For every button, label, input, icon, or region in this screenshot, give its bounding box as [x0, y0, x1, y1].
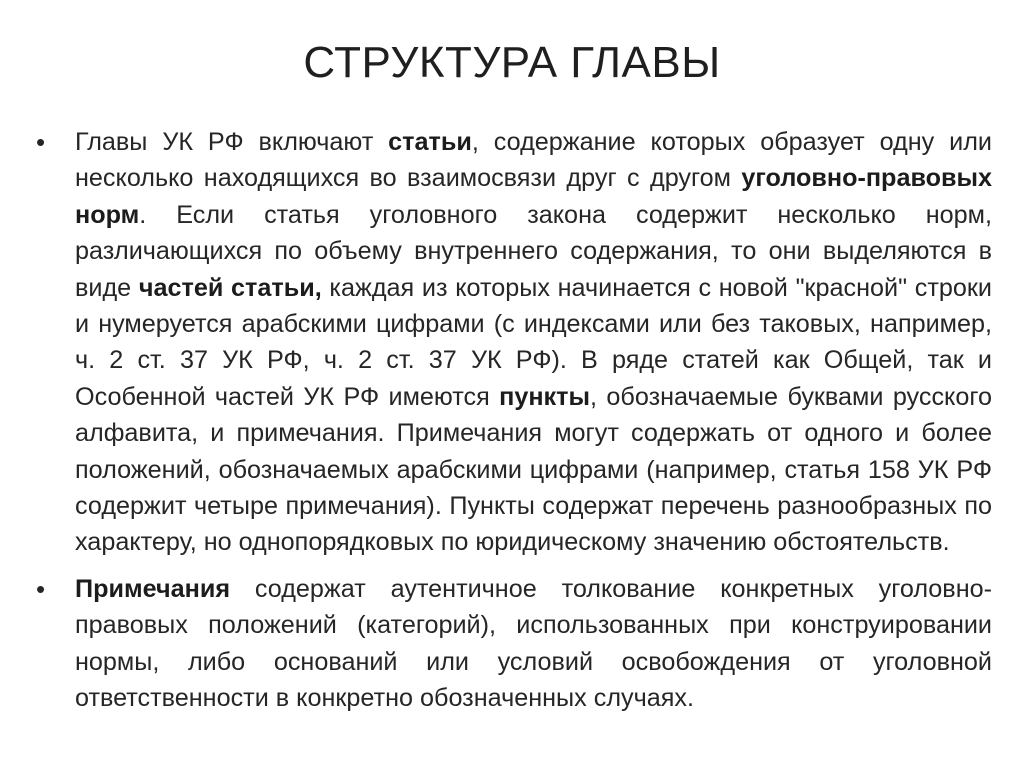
- bold-term: Примечания: [75, 574, 231, 603]
- bullet-item: [36, 124, 992, 561]
- bold-term: статьи: [388, 128, 472, 156]
- text-run: , обозначаемые буквами русского алфавита, и примечания. Примечания могут содержать от одного и более положений, обозначаемых арабскими цифрами (например, статья 158 УК РФ содержит четыре примечания). Пункты содержат перечень разнообразных по характеру, но однопорядковых по юридическому значению обстоятельств.: [75, 382, 992, 557]
- text-run: каждая из которых начинается с новой "красной" строки и нумеруется арабскими цифрами (с индексами или без таковых, например, ч. 2 ст. 37 УК РФ, ч. 2 ст. 37 УК РФ). В ряде статей как Общей, так и Особенной частей УК РФ имеются: [75, 273, 993, 411]
- bullet-item: [36, 571, 992, 717]
- bullet-dot-icon: •: [36, 573, 46, 604]
- text-run: Главы УК РФ включают: [75, 128, 389, 156]
- slide-title: СТРУКТУРА ГЛАВЫ: [303, 38, 721, 87]
- text-run: , содержание которых образует одну или несколько находящихся во взаимосвязи друг с другом: [75, 128, 992, 193]
- text-run: содержат аутентичное толкование конкретных уголовно-правовых положений (категорий), использованных при конструировании нормы, либо оснований или условий освобождения от уголовной ответственности в конкретно обозначенных случаях.: [75, 574, 992, 713]
- bold-term: пункты: [499, 382, 591, 411]
- bullet-dot-icon: •: [36, 127, 46, 157]
- bold-term: частей статьи,: [138, 273, 322, 302]
- bold-term: уголовно-правовых норм: [75, 164, 992, 229]
- bullet-text: [75, 128, 992, 556]
- bullet-text: [75, 575, 992, 712]
- bullet-list: [36, 124, 992, 727]
- text-run: . Если статья уголовного закона содержит несколько норм, различающихся по объему внутреннего содержания, то они выделяются в виде: [75, 200, 992, 302]
